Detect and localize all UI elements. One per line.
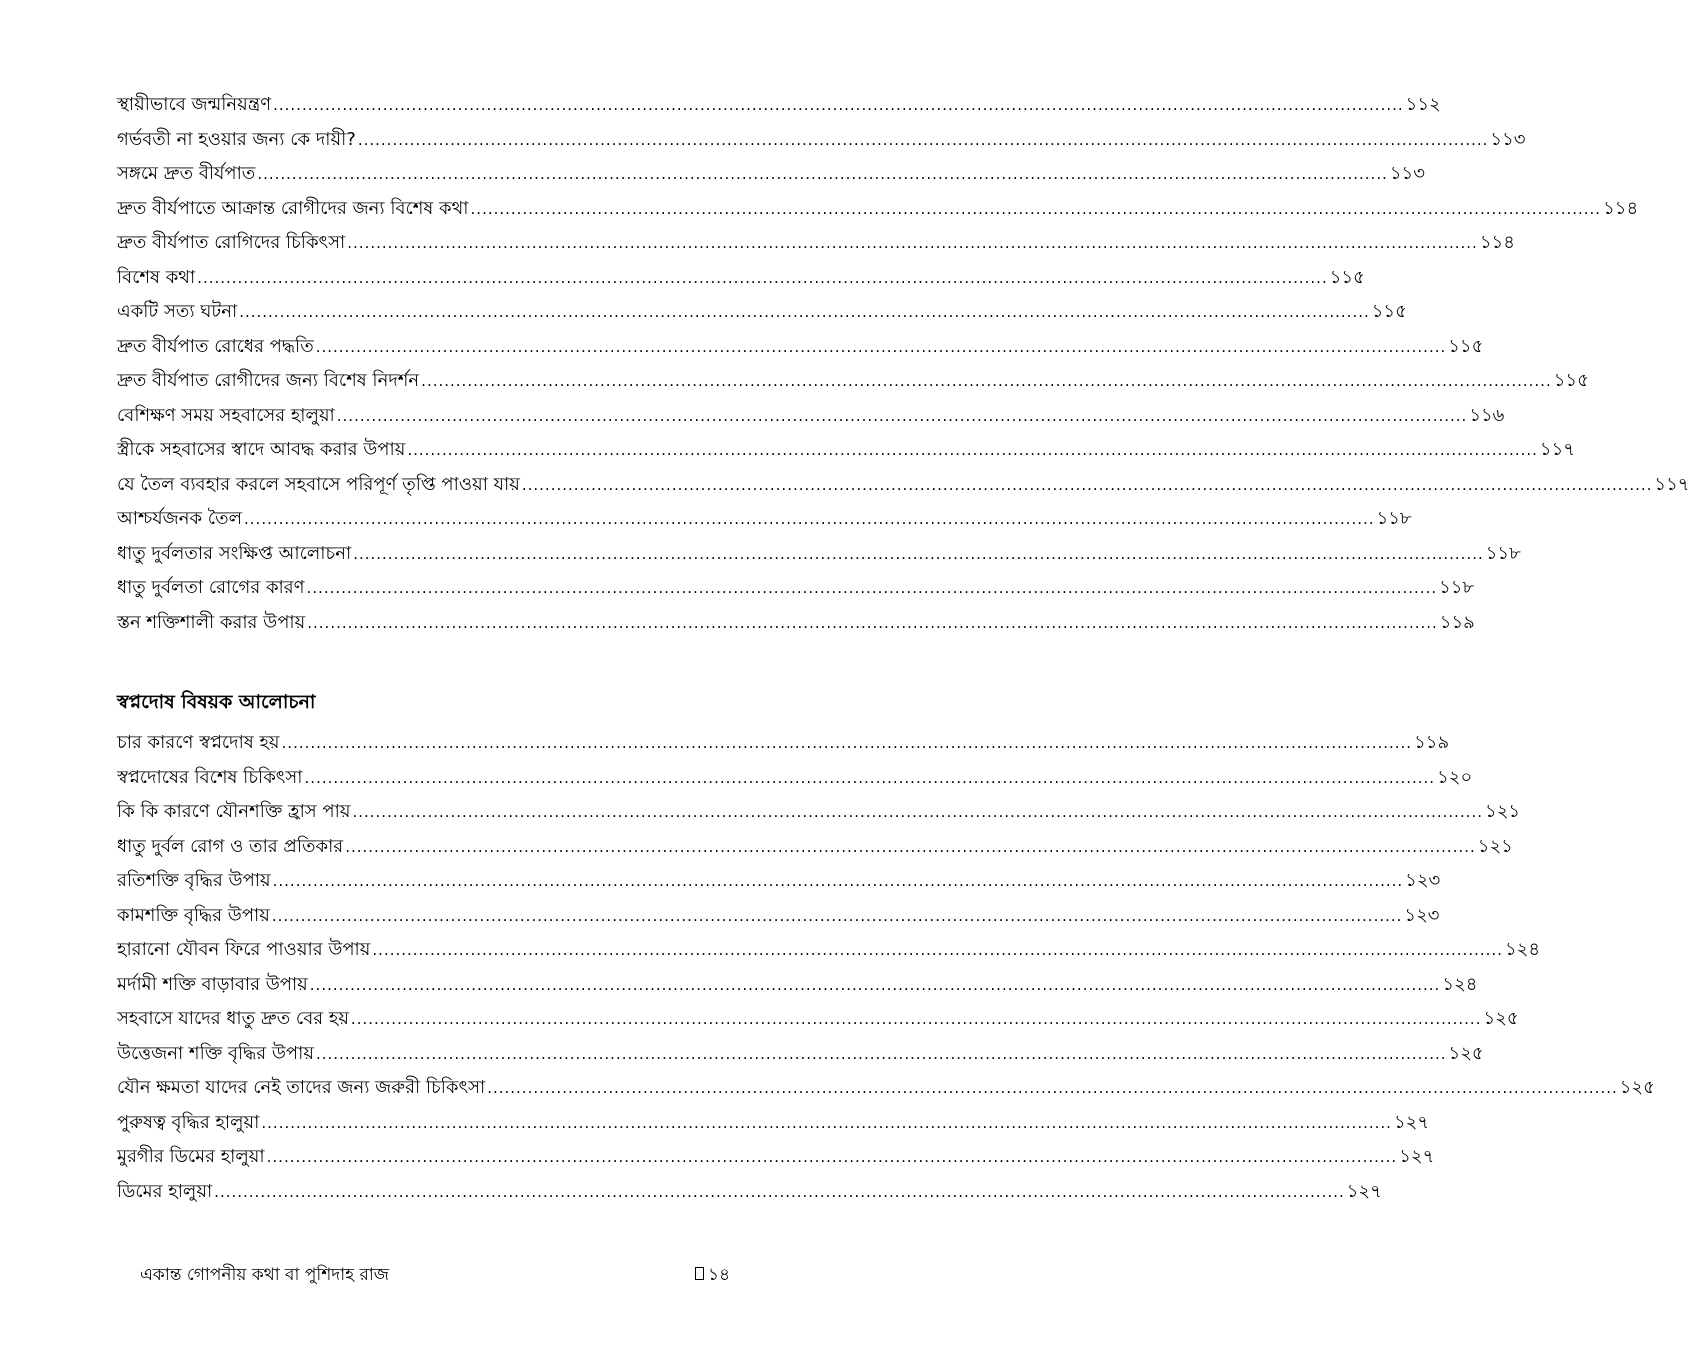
toc-entry-page: ১২৫ bbox=[1619, 1077, 1655, 1098]
dot-leader bbox=[307, 579, 1438, 597]
toc-entry-title: মুরগীর ডিমের হালুয়া bbox=[117, 1146, 265, 1167]
toc-entry-page: ১১৪ bbox=[1479, 232, 1515, 253]
toc-section-2 bbox=[117, 728, 1655, 1211]
toc-entry-page: ১১৯ bbox=[1439, 611, 1475, 633]
toc-entry-title: বিশেষ কথা bbox=[117, 266, 196, 288]
toc-entry bbox=[117, 504, 1412, 539]
dot-leader bbox=[239, 303, 1370, 321]
toc-entry-page: ১১৫ bbox=[1371, 301, 1407, 322]
toc-entry bbox=[117, 159, 1425, 194]
toc-entry bbox=[117, 539, 1521, 574]
toc-entry-page: ১১৪ bbox=[1603, 197, 1639, 219]
dot-leader bbox=[316, 338, 1447, 356]
toc-entry-title: ডিমের হালুয়া bbox=[117, 1180, 213, 1202]
toc-entry-title: কি কি কারণে যৌনশক্তি হ্রাস পায় bbox=[117, 801, 351, 822]
dot-leader bbox=[261, 1114, 1392, 1132]
toc-entry-title: একটি সত্য ঘটনা bbox=[117, 301, 238, 322]
toc-entry-page: ১১৭ bbox=[1539, 439, 1575, 460]
box-icon bbox=[695, 1267, 704, 1280]
toc-entry-page: ১১৩ bbox=[1490, 128, 1526, 150]
toc-entry bbox=[117, 1177, 1382, 1212]
toc-entry bbox=[117, 901, 1440, 936]
dot-leader bbox=[244, 510, 1375, 528]
toc-entry-page: ১২৭ bbox=[1393, 1111, 1430, 1133]
dot-leader bbox=[421, 372, 1552, 390]
toc-entry bbox=[117, 1004, 1519, 1039]
toc-entry-title: হারানো যৌবন ফিরে পাওয়ার উপায় bbox=[117, 939, 371, 960]
toc-entry-title: সহবাসে যাদের ধাতু দ্রুত বের হয় bbox=[117, 1008, 349, 1029]
toc-entry-page: ১২৩ bbox=[1405, 870, 1441, 891]
toc-entry bbox=[117, 401, 1505, 436]
dot-leader bbox=[522, 476, 1653, 494]
toc-entry-page: ১২৭ bbox=[1399, 1146, 1435, 1167]
toc-entry bbox=[117, 1142, 1435, 1177]
toc-entry-title: দ্রুত বীর্যপাতে আক্রান্ত রোগীদের জন্য বিশেষ কথা bbox=[117, 197, 469, 219]
toc-entry-page: ১১৮ bbox=[1376, 508, 1412, 529]
toc-list bbox=[117, 90, 1689, 642]
toc-entry bbox=[117, 1108, 1430, 1143]
dot-leader bbox=[351, 1010, 1482, 1028]
toc-entry-page: ১১২ bbox=[1405, 94, 1441, 115]
dot-leader bbox=[358, 131, 1489, 149]
toc-section-1 bbox=[117, 90, 1689, 642]
toc-entry-page: ১২০ bbox=[1437, 766, 1473, 788]
toc-entry-title: পুরুষত্ব বৃদ্ধির হালুয়া bbox=[117, 1111, 260, 1133]
toc-entry bbox=[117, 332, 1484, 367]
dot-leader bbox=[347, 234, 1478, 252]
dot-leader bbox=[316, 1045, 1447, 1063]
toc-entry bbox=[117, 573, 1475, 608]
dot-leader bbox=[305, 769, 1436, 787]
dot-leader bbox=[487, 1079, 1618, 1097]
dot-leader bbox=[345, 838, 1476, 856]
dot-leader bbox=[273, 96, 1404, 114]
toc-entry-page: ১২৫ bbox=[1483, 1008, 1519, 1029]
toc-entry-title: বেশিক্ষণ সময় সহবাসের হালুয়া bbox=[117, 404, 335, 426]
dot-leader bbox=[337, 407, 1468, 425]
toc-entry-title: যৌন ক্ষমতা যাদের নেই তাদের জন্য জরুরী চিকিৎসা bbox=[117, 1077, 486, 1098]
toc-entry bbox=[117, 1073, 1655, 1108]
toc-entry bbox=[117, 866, 1441, 901]
toc-entry-title: গর্ভবতী না হওয়ার জন্য কে দায়ী? bbox=[117, 128, 356, 150]
toc-entry bbox=[117, 125, 1526, 160]
toc-entry-page: ১২৭ bbox=[1346, 1180, 1382, 1202]
toc-entry bbox=[117, 832, 1513, 867]
toc-entry bbox=[117, 435, 1575, 470]
toc-entry-page: ১১৫ bbox=[1448, 335, 1484, 357]
toc-entry-page: ১২৪ bbox=[1442, 973, 1478, 995]
toc-entry bbox=[117, 90, 1441, 125]
dot-leader bbox=[352, 803, 1483, 821]
dot-leader bbox=[197, 269, 1328, 287]
toc-entry bbox=[117, 263, 1365, 298]
toc-entry-page: ১১৮ bbox=[1485, 542, 1521, 564]
dot-leader bbox=[307, 614, 1438, 632]
toc-entry-page: ১১৩ bbox=[1389, 163, 1425, 184]
toc-entry-page: ১২৩ bbox=[1404, 904, 1440, 926]
toc-entry bbox=[117, 935, 1541, 970]
toc-entry-page: ১২৫ bbox=[1448, 1042, 1484, 1064]
section-heading: স্বপ্নদোষ বিষয়ক আলোচনা bbox=[117, 691, 316, 713]
toc-entry-page: ১১৯ bbox=[1414, 732, 1450, 753]
dot-leader bbox=[310, 976, 1441, 994]
dot-leader bbox=[272, 907, 1403, 925]
toc-entry-page: ১১৫ bbox=[1329, 266, 1365, 288]
dot-leader bbox=[257, 165, 1388, 183]
toc-entry bbox=[117, 608, 1475, 643]
toc-entry-page: ১১৮ bbox=[1439, 577, 1475, 598]
toc-entry-title: যে তৈল ব্যবহার করলে সহবাসে পরিপূর্ণ তৃপ্তি পাওয়া যায় bbox=[117, 473, 520, 495]
dot-leader bbox=[267, 1148, 1398, 1166]
toc-entry-title: স্থায়ীভাবে জন্মনিয়ন্ত্রণ bbox=[117, 94, 272, 115]
toc-entry-title: মর্দামী শক্তি বাড়াবার উপায় bbox=[117, 973, 308, 995]
toc-entry bbox=[117, 728, 1450, 763]
toc-entry-title: দ্রুত বীর্যপাত রোধের পদ্ধতি bbox=[117, 335, 314, 357]
toc-entry-title: স্তন শক্তিশালী করার উপায় bbox=[117, 611, 306, 633]
toc-entry-title: ধাতু দুর্বলতা রোগের কারণ bbox=[117, 577, 305, 598]
toc-entry bbox=[117, 228, 1515, 263]
dot-leader bbox=[471, 200, 1602, 218]
toc-entry bbox=[117, 797, 1521, 832]
toc-entry bbox=[117, 1039, 1484, 1074]
dot-leader bbox=[407, 441, 1538, 459]
toc-entry-title: স্বপ্নদোষের বিশেষ চিকিৎসা bbox=[117, 766, 303, 788]
toc-entry-title: দ্রুত বীর্যপাত রোগীদের জন্য বিশেষ নিদর্শন bbox=[117, 370, 420, 391]
dot-leader bbox=[372, 941, 1503, 959]
toc-list bbox=[117, 728, 1655, 1211]
toc-entry bbox=[117, 297, 1407, 332]
dot-leader bbox=[214, 1183, 1345, 1201]
toc-entry bbox=[117, 763, 1473, 798]
toc-entry-title: সঙ্গমে দ্রুত বীর্যপাত bbox=[117, 163, 256, 184]
footer-book-title: একান্ত গোপনীয় কথা বা পুশিদাহ রাজ bbox=[140, 1265, 389, 1285]
toc-entry-title: কামশক্তি বৃদ্ধির উপায় bbox=[117, 904, 270, 926]
toc-entry-title: ধাতু দুর্বল রোগ ও তার প্রতিকার bbox=[117, 835, 344, 857]
dot-leader bbox=[273, 872, 1404, 890]
toc-entry bbox=[117, 970, 1478, 1005]
toc-entry-title: চার কারণে স্বপ্নদোষ হয় bbox=[117, 732, 280, 753]
dot-leader bbox=[282, 734, 1413, 752]
page-footer bbox=[140, 1262, 730, 1290]
toc-entry-title: ধাতু দুর্বলতার সংক্ষিপ্ত আলোচনা bbox=[117, 542, 352, 564]
toc-entry-page: ১১৬ bbox=[1469, 404, 1505, 426]
toc-entry bbox=[117, 366, 1589, 401]
dot-leader bbox=[353, 545, 1484, 563]
toc-entry bbox=[117, 194, 1639, 229]
toc-entry-page: ১১৫ bbox=[1553, 370, 1589, 391]
toc-entry-title: আশ্চর্যজনক তৈল bbox=[117, 508, 243, 529]
toc-entry-page: ১২১ bbox=[1485, 801, 1521, 822]
toc-entry-title: স্ত্রীকে সহবাসের স্বাদে আবদ্ধ করার উপায় bbox=[117, 439, 406, 460]
footer-page bbox=[695, 1262, 730, 1290]
toc-entry-title: দ্রুত বীর্যপাত রোগিদের চিকিৎসা bbox=[117, 232, 346, 253]
footer-page-number: ১৪ bbox=[707, 1265, 730, 1285]
toc-entry bbox=[117, 470, 1689, 505]
toc-entry-page: ১১৭ bbox=[1654, 473, 1689, 495]
toc-entry-page: ১২১ bbox=[1477, 835, 1513, 857]
toc-entry-title: উত্তেজনা শক্তি বৃদ্ধির উপায় bbox=[117, 1042, 314, 1064]
toc-entry-title: রতিশক্তি বৃদ্ধির উপায় bbox=[117, 870, 271, 891]
toc-entry-page: ১২৪ bbox=[1504, 939, 1541, 960]
